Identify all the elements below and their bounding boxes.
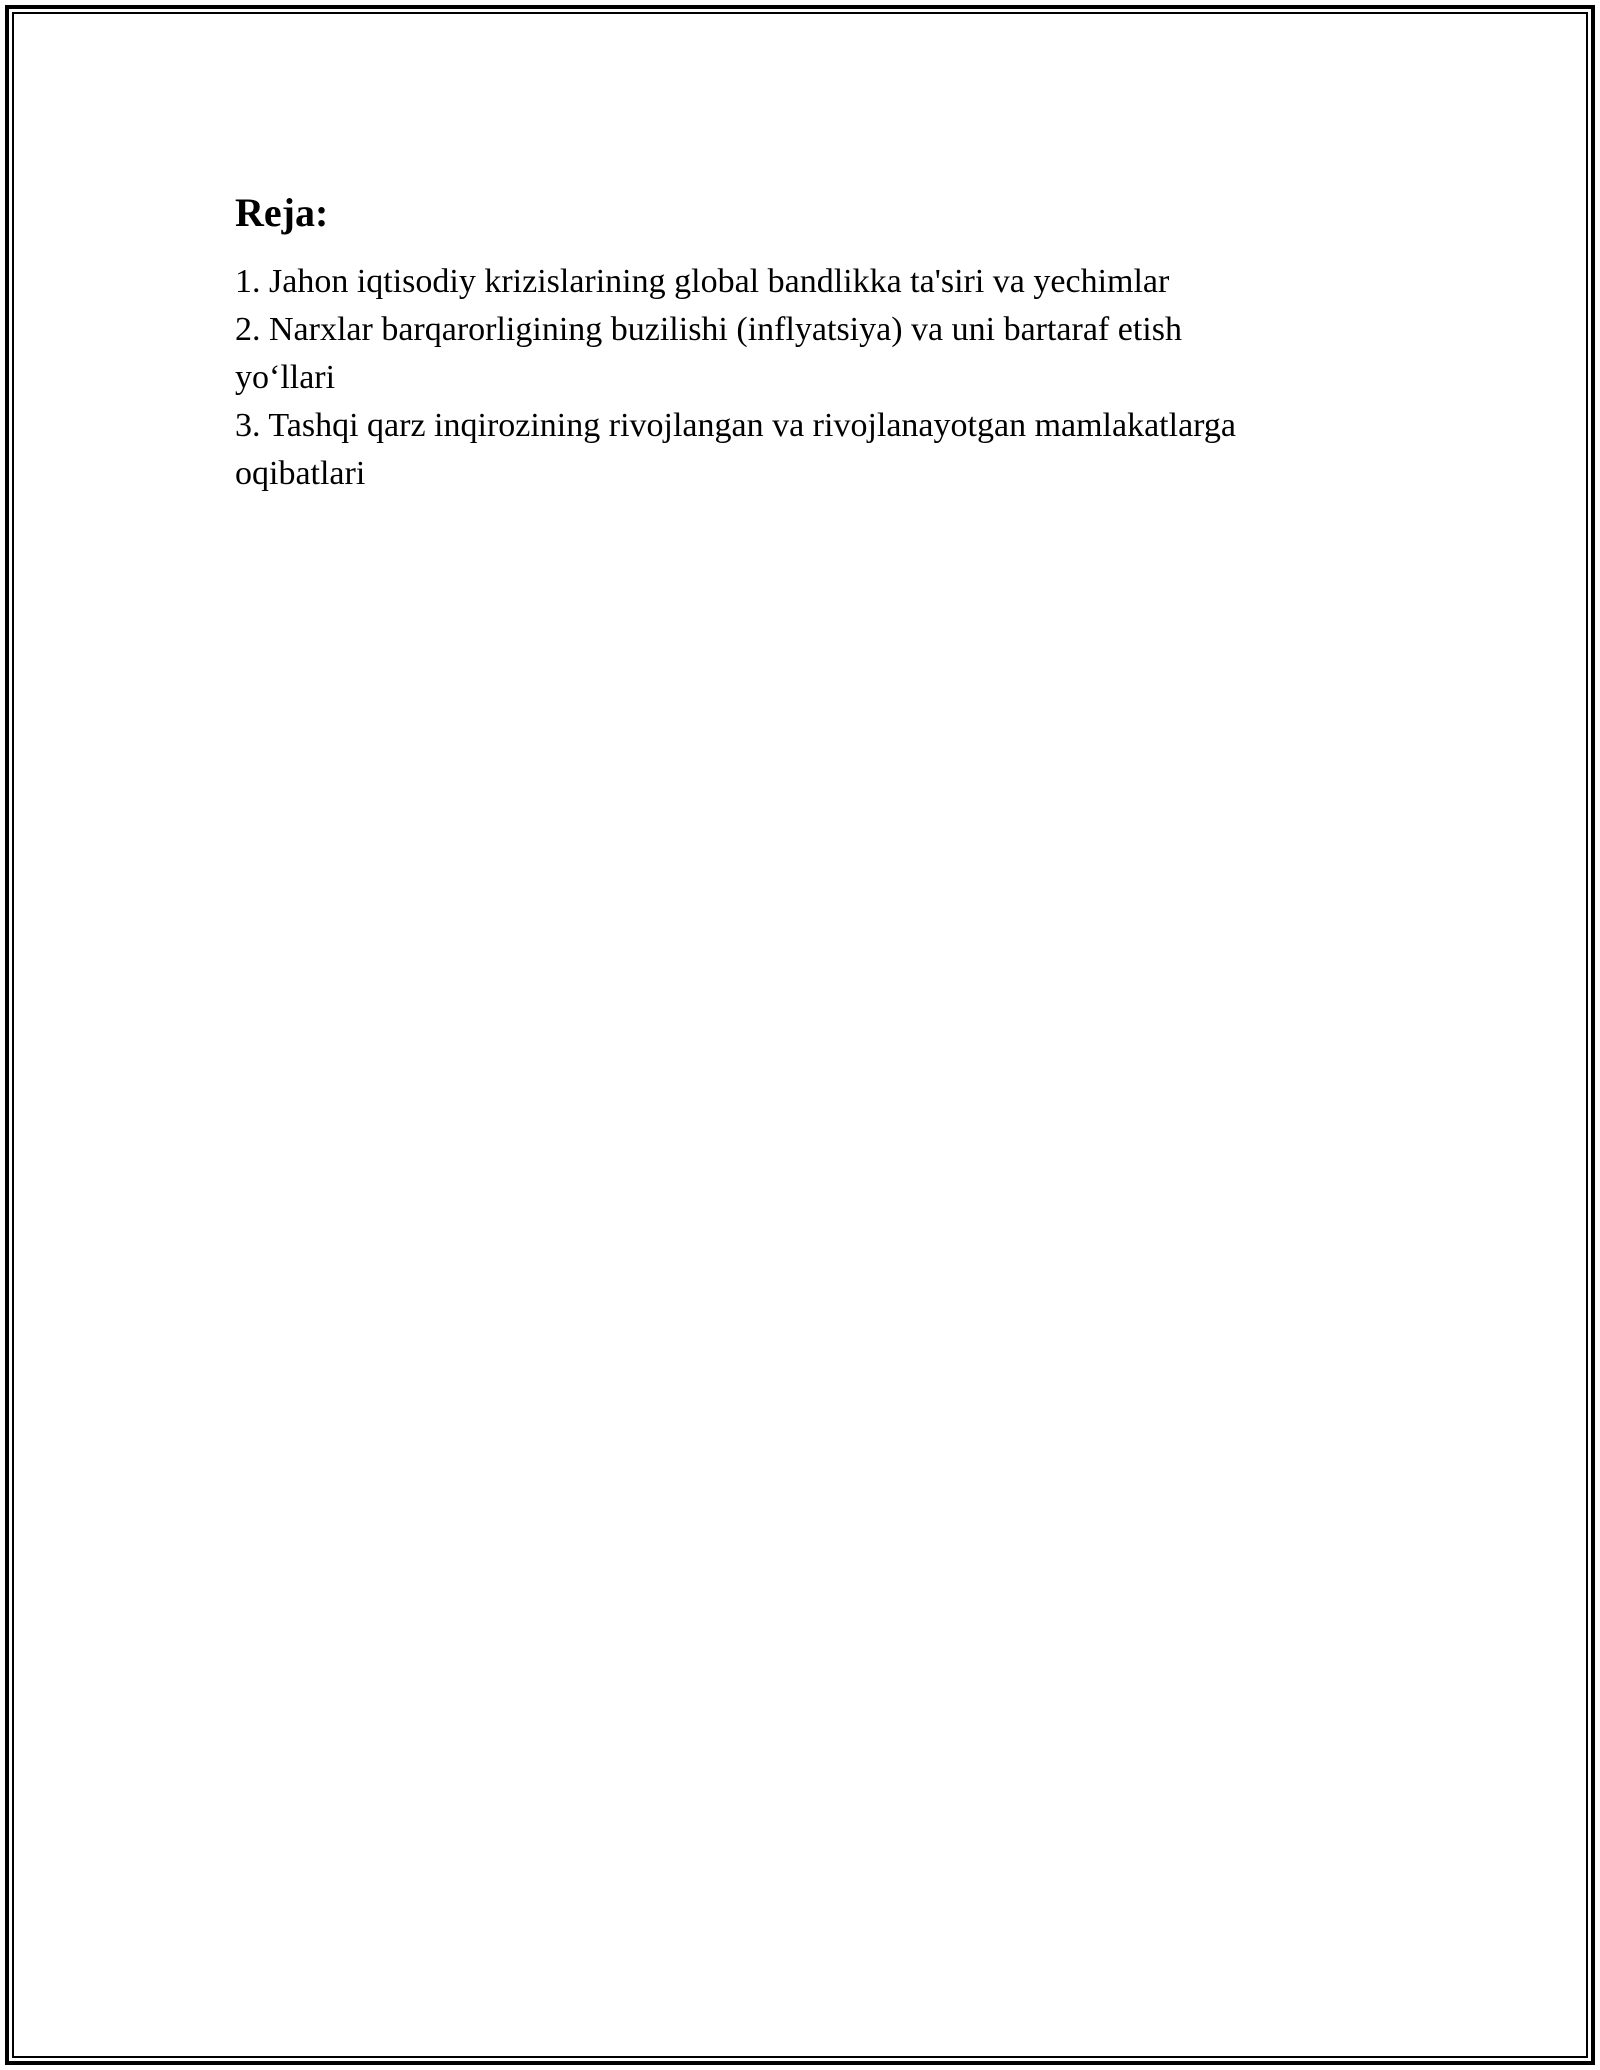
- plan-heading: Reja:: [235, 190, 329, 235]
- plan-list: [235, 258, 1385, 498]
- document-body: [235, 188, 1385, 498]
- plan-item-2: 2. Narxlar barqarorligining buzilishi (inflyatsiya) va uni bartaraf etish yo‘llari: [235, 311, 1182, 396]
- plan-item-3: 3. Tashqi qarz inqirozining rivojlangan va rivojlanayotgan mamlakatlarga oqibatlari: [235, 407, 1236, 492]
- plan-item-1: 1. Jahon iqtisodiy krizislarining global bandlikka ta'siri va yechimlar: [235, 263, 1170, 300]
